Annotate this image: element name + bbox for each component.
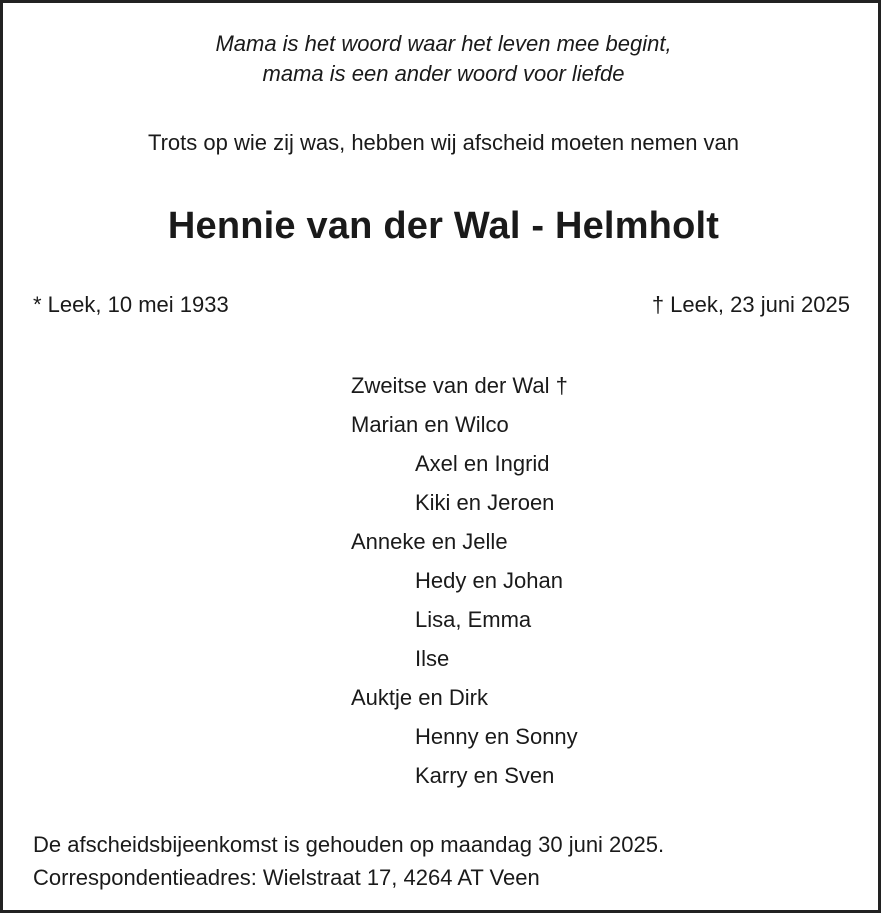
quote-line-2: mama is een ander woord voor liefde: [262, 61, 625, 86]
family-member: Ilse: [415, 646, 450, 671]
family-member: Karry en Sven: [415, 763, 555, 788]
death-info: † Leek, 23 juni 2025: [651, 292, 850, 317]
family-member: Lisa, Emma: [415, 607, 532, 632]
family-member: Hedy en Johan: [415, 568, 563, 593]
family-member: Zweitse van der Wal †: [351, 373, 568, 398]
quote: [3, 29, 881, 89]
family-list: [351, 366, 578, 795]
quote-line-1: Mama is het woord waar het leven mee begint,: [215, 31, 672, 56]
correspondence-address: Correspondentieadres: Wielstraat 17, 4264 AT Veen: [33, 865, 540, 890]
intro-text: Trots op wie zij was, hebben wij afscheid moeten nemen van: [147, 130, 740, 155]
ceremony-info: De afscheidsbijeenkomst is gehouden op maandag 30 juni 2025.: [33, 832, 665, 857]
footer: [33, 828, 664, 894]
deceased-name: Hennie van der Wal - Helmholt: [167, 205, 720, 247]
family-member: Auktje en Dirk: [351, 685, 488, 710]
family-member: Anneke en Jelle: [351, 529, 508, 554]
family-member: Kiki en Jeroen: [415, 490, 555, 515]
family-member: Axel en Ingrid: [415, 451, 550, 476]
family-member: Marian en Wilco: [351, 412, 509, 437]
birth-info: * Leek, 10 mei 1933: [33, 292, 229, 317]
family-member: Henny en Sonny: [415, 724, 578, 749]
